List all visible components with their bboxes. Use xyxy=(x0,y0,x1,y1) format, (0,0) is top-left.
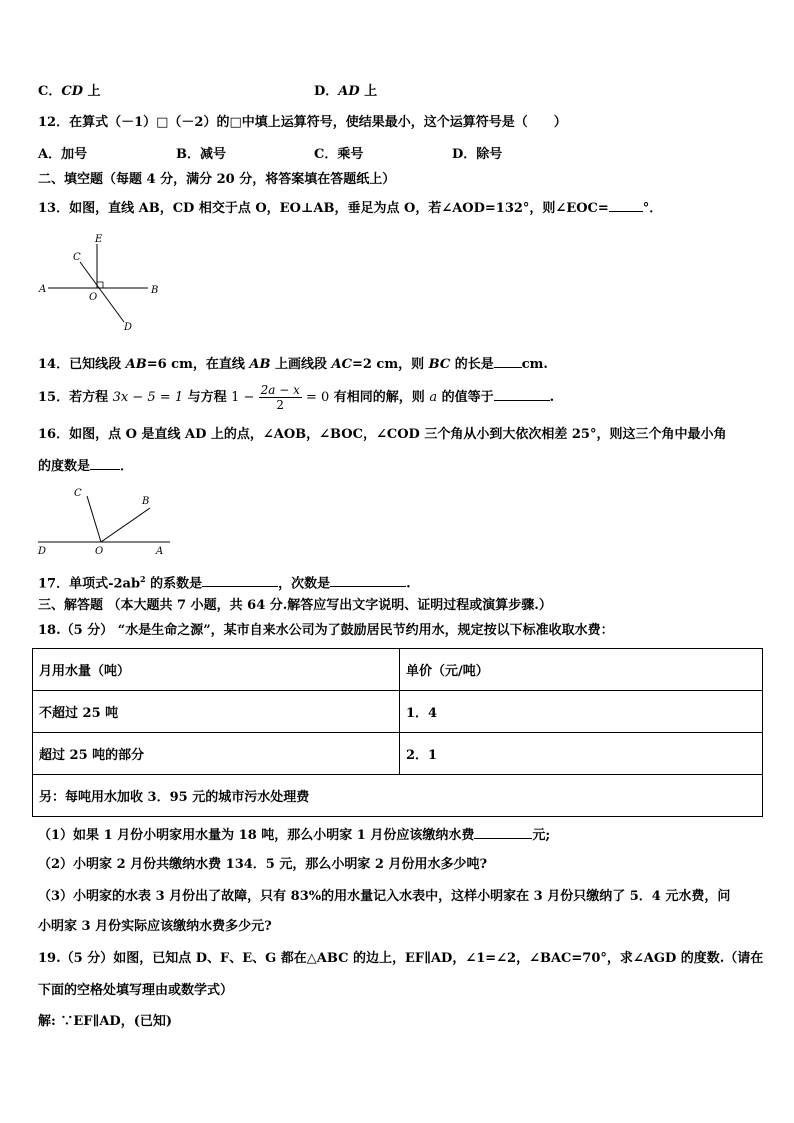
label-b: B xyxy=(142,496,150,507)
q11-option-c: C．CD 上 xyxy=(38,84,101,99)
table-row xyxy=(33,691,763,733)
q18-intro: 18.（5 分） “水是生命之源”，某市自来水公司为了鼓励居民节约用水，规定按以下标准收取水费： xyxy=(38,623,614,638)
label-d: D xyxy=(124,322,133,333)
table-header-price: 单价（元/吨） xyxy=(400,649,763,691)
q16-figure xyxy=(34,482,174,558)
label-c: C xyxy=(73,252,81,263)
table-header-usage: 月用水量（吨） xyxy=(33,649,400,691)
q16-line-1: 16．如图，点 O 是直线 AD 上的点，∠AOB，∠BOC，∠COD 三个角从小到大依次相差 25°，则这三个角中最小角 xyxy=(38,427,727,442)
table-row xyxy=(33,733,763,775)
section-3-heading: 三、解答题 （本大题共 7 小题，共 64 分.解答应写出文字说明、证明过程或演算步骤.） xyxy=(38,598,552,613)
q13-answer-blank[interactable] xyxy=(609,198,643,212)
q12-text: 12．在算式（－1）□（－2）的□中填上运算符号，使结果最小，这个运算符号是（ ） xyxy=(38,115,567,130)
table-row xyxy=(33,775,763,817)
table-cell: 1．4 xyxy=(400,691,763,733)
q15-fraction: $\frac{2a - x}{2}$ xyxy=(260,383,300,412)
q16-answer-blank[interactable] xyxy=(90,456,120,470)
q13-figure xyxy=(36,230,166,334)
q12-option-c: C．乘号 xyxy=(314,147,364,162)
q14-answer-blank[interactable] xyxy=(494,354,522,368)
label-o: O xyxy=(95,546,104,557)
q18-subquestion-1: （1）如果 1 月份小明家用水量为 18 吨，那么小明家 1 月份应该缴纳水费 元; xyxy=(38,825,550,845)
q17-coefficient-blank[interactable] xyxy=(202,573,278,587)
table-cell: 超过 25 吨的部分 xyxy=(33,733,400,775)
section-2-heading: 二、填空题（每题 4 分，满分 20 分，将答案填在答题纸上） xyxy=(38,172,396,187)
q19-line-3: 解: ∵EF∥AD，(已知) xyxy=(38,1014,173,1029)
q12-option-a: A．加号 xyxy=(38,147,88,162)
label-o: O xyxy=(89,292,98,303)
q15-answer-blank[interactable] xyxy=(494,387,550,401)
q19-line-2: 下面的空格处填写理由或数学式） xyxy=(38,983,234,998)
q11-option-d: D．AD 上 xyxy=(314,84,378,99)
q16-line-2: 的度数是 ． xyxy=(38,456,133,476)
ray-ob xyxy=(101,508,150,542)
table-cell: 不超过 25 吨 xyxy=(33,691,400,733)
line-cd xyxy=(80,262,124,322)
label-d: D xyxy=(38,546,47,557)
q17-degree-blank[interactable] xyxy=(330,573,406,587)
table-note: 另：每吨用水加收 3．95 元的城市污水处理费 xyxy=(33,775,763,817)
label-e: E xyxy=(95,234,103,245)
q14-text: 14．已知线段 AB=6 cm，在直线 AB 上画线段 AC=2 cm，则 BC 的长是 cm. xyxy=(38,354,548,374)
q18-subquestion-3-line-1: （3）小明家的水表 3 月份出了故障，只有 83%的用水量记入水表中，这样小明家在 3 月份只缴纳了 5．4 元水费，问 xyxy=(38,889,731,904)
table-row xyxy=(33,649,763,691)
q13-text: 13．如图，直线 AB，CD 相交于点 O，EO⊥AB，垂足为点 O，若∠AOD=132°，则∠EOC= °． xyxy=(38,198,662,218)
label-b: B xyxy=(151,285,159,296)
q15-text: 15．若方程 3x − 5 = 1 与方程 1 − $\frac{2a - x}{2}$ = 0 有相同的解，则 a 的值等于 . xyxy=(38,383,555,412)
label-a: A xyxy=(156,546,164,557)
q12-option-d: D．除号 xyxy=(452,147,503,162)
q15-equation-1: 3x − 5 = 1 xyxy=(112,390,184,405)
q19-line-1: 19.（5 分）如图，已知点 D、F、E、G 都在△ABC 的边上，EF∥AD，∠1=∠2，∠BAC=70°，求∠AGD 的度数.（请在 xyxy=(38,951,764,966)
label-a: A xyxy=(39,284,47,295)
ray-oc xyxy=(87,496,101,542)
q18-subquestion-3-line-2: 小明家 3 月份实际应该缴纳水费多少元? xyxy=(38,919,272,934)
q18-answer-blank[interactable] xyxy=(474,825,532,839)
water-fee-table xyxy=(32,648,763,817)
q12-option-b: B．减号 xyxy=(176,147,226,162)
table-cell: 2．1 xyxy=(400,733,763,775)
q18-subquestion-2: （2）小明家 2 月份共缴纳水费 134．5 元，那么小明家 2 月份用水多少吨? xyxy=(38,857,488,872)
label-c: C xyxy=(74,488,82,499)
q17-text: 17．单项式$-2ab^2$ 的系数是 ，次数是 . xyxy=(38,574,411,592)
